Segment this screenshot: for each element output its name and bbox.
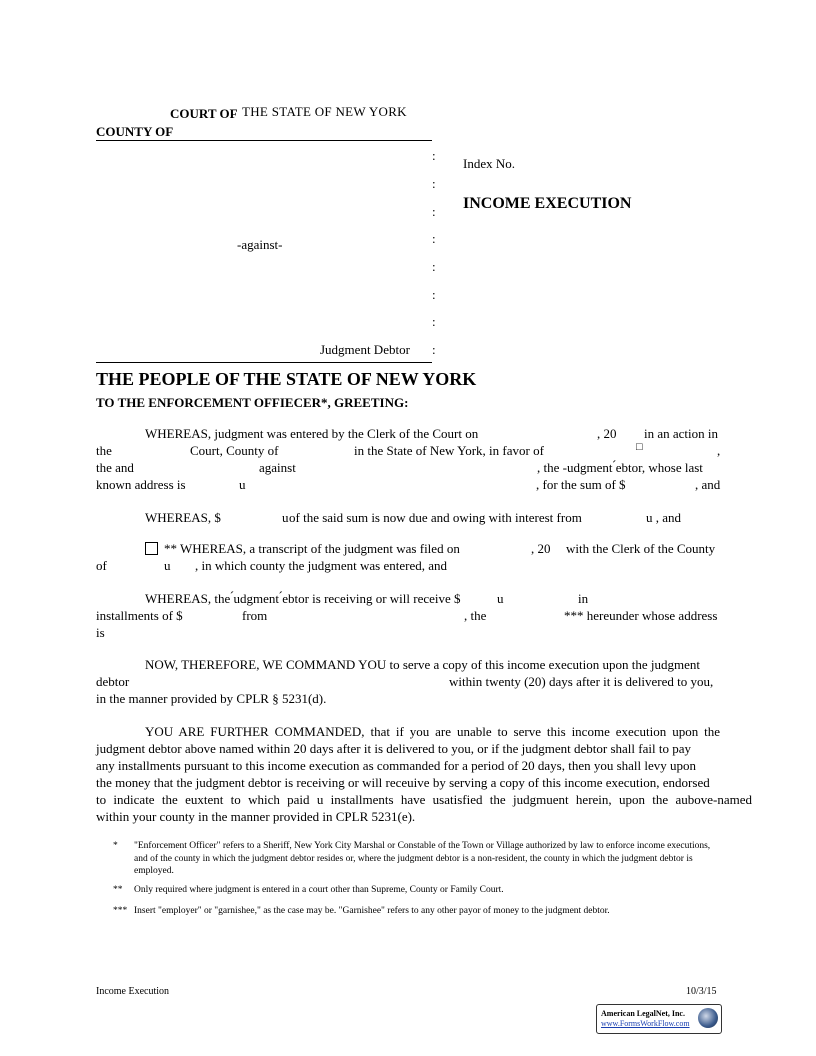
against-label: -against- bbox=[237, 237, 283, 252]
placeholder-glyph: □ bbox=[636, 441, 643, 453]
judgment-debtor-label: Judgment Debtor bbox=[320, 342, 410, 357]
p1-year: , 20 bbox=[597, 426, 617, 441]
logo-link[interactable]: www.FormsWorkFlow.com bbox=[601, 1019, 690, 1028]
county-of-label: COUNTY OF bbox=[96, 124, 174, 139]
caption-colon: : bbox=[432, 259, 436, 274]
p4-text: *** hereunder whose address bbox=[564, 608, 718, 623]
caption-colon: : bbox=[432, 176, 436, 191]
p1-text: in an action in bbox=[644, 426, 719, 441]
publisher-logo[interactable] bbox=[596, 1004, 722, 1034]
p5-text: within twenty (20) days after it is delivered to you, bbox=[449, 674, 714, 689]
court-of-label: COURT OF bbox=[170, 106, 238, 121]
p5-text: debtor bbox=[96, 674, 130, 689]
p6-text: to indicate the euxtent to which paid u installments have usatisfied the judgmuent herein, upon the aubove-named bbox=[96, 792, 752, 807]
p4-text: in bbox=[578, 591, 589, 606]
p3-text: ** WHEREAS, a transcript of the judgment was filed on bbox=[164, 541, 460, 556]
p3-text: , in which county the judgment was entered, and bbox=[195, 558, 447, 573]
p2-text: u , and bbox=[646, 510, 682, 525]
p4-text: u bbox=[497, 591, 504, 606]
p1-text: against bbox=[259, 460, 296, 475]
caption-colon: : bbox=[432, 231, 436, 246]
p1-text: known address is bbox=[96, 477, 186, 492]
footnote-mark: * bbox=[113, 841, 118, 851]
p1-text: u bbox=[239, 477, 246, 492]
transcript-checkbox[interactable] bbox=[145, 542, 158, 555]
caption-bottom-rule bbox=[96, 362, 432, 363]
p4-text: installments of $ bbox=[96, 608, 183, 623]
p6-text: the money that the judgment debtor is receiving or will receuive by serving a copy of this income execution, endorsed bbox=[96, 775, 710, 790]
court-of-value[interactable]: THE STATE OF NEW YORK bbox=[242, 104, 407, 119]
caption-colon: : bbox=[432, 204, 436, 219]
p3-line bbox=[145, 541, 460, 557]
caption-colon: : bbox=[432, 314, 436, 329]
p3-text: with the Clerk of the County bbox=[566, 541, 716, 556]
p4-text: from bbox=[242, 608, 268, 623]
p1-text: , and bbox=[695, 477, 721, 492]
footnote-mark: ** bbox=[113, 885, 123, 895]
p4-text: WHEREAS, the ́udgment ́ebtor is receiving or will receive $ bbox=[145, 591, 461, 606]
globe-icon bbox=[698, 1008, 718, 1028]
p6-text: judgment debtor above named within 20 days after it is delivered to you, or if the judgment debtor shall fail to pay bbox=[96, 741, 691, 756]
p2-text: WHEREAS, $ bbox=[145, 510, 221, 525]
footnote-mark: *** bbox=[113, 906, 128, 916]
p6-text: any installments pursuant to this income execution as commanded for a period of 20 days, then you shall levy upon bbox=[96, 758, 697, 773]
caption-colon: : bbox=[432, 342, 436, 357]
p1-text: , bbox=[717, 443, 721, 458]
footer-revision-date: 10/3/15 bbox=[686, 986, 717, 997]
p5-text: in the manner provided by CPLR § 5231(d). bbox=[96, 691, 327, 706]
logo-company: American LegalNet, Inc. bbox=[601, 1009, 685, 1018]
p3-year: , 20 bbox=[531, 541, 551, 556]
p5-text: NOW, THEREFORE, WE COMMAND YOU to serve a copy of this income execution upon the judgment bbox=[145, 657, 700, 672]
footnote-text: Only required where judgment is entered in a court other than Supreme, County or Family Court. bbox=[134, 885, 504, 895]
p1-text: the and bbox=[96, 460, 134, 475]
p1-text: in the State of New York, in favor of bbox=[354, 443, 544, 458]
people-title: THE PEOPLE OF THE STATE OF NEW YORK bbox=[96, 369, 477, 389]
p6-text: YOU ARE FURTHER COMMANDED, that if you are unable to serve this income execution upon the bbox=[145, 724, 720, 739]
p1-text: WHEREAS, judgment was entered by the Clerk of the Court on bbox=[145, 426, 479, 441]
p1-text: , the -udgment ́ebtor, whose last bbox=[537, 460, 703, 475]
footer-form-name: Income Execution bbox=[96, 986, 170, 997]
p6-text: within your county in the manner provided in CPLR 5231(e). bbox=[96, 809, 416, 824]
footnote-text: Insert "employer" or "garnishee," as the case may be. "Garnishee" refers to any other payor of money to the judgment debtor. bbox=[134, 906, 610, 916]
caption-colon: : bbox=[432, 287, 436, 302]
p1-text: the bbox=[96, 443, 112, 458]
greeting: TO THE ENFORCEMENT OFFIECER*, GREETING: bbox=[96, 395, 409, 410]
p4-text: , the bbox=[464, 608, 487, 623]
p2-text: of the said sum is now due and owing with interest from bbox=[289, 510, 582, 525]
p1-text: Court, County of bbox=[190, 443, 279, 458]
index-no-label: Index No. bbox=[463, 156, 515, 171]
p2-text: u bbox=[282, 510, 289, 525]
document-title: INCOME EXECUTION bbox=[463, 195, 632, 212]
p1-text: , for the sum of $ bbox=[536, 477, 626, 492]
p3-text: u bbox=[164, 558, 171, 573]
p3-text: of bbox=[96, 558, 107, 573]
p4-text: is bbox=[96, 625, 105, 640]
caption-top-rule bbox=[96, 140, 432, 141]
caption-colon: : bbox=[432, 148, 436, 163]
footnote-text: "Enforcement Officer" refers to a Sheriff, New York City Marshal or Constable of the Town or Village authorized by law to enforce income executions, and of the county in which the judgment debtor resides or, where the judgment debtor is a non-resident, the county in which the judgment debtor is employed. bbox=[134, 841, 711, 876]
